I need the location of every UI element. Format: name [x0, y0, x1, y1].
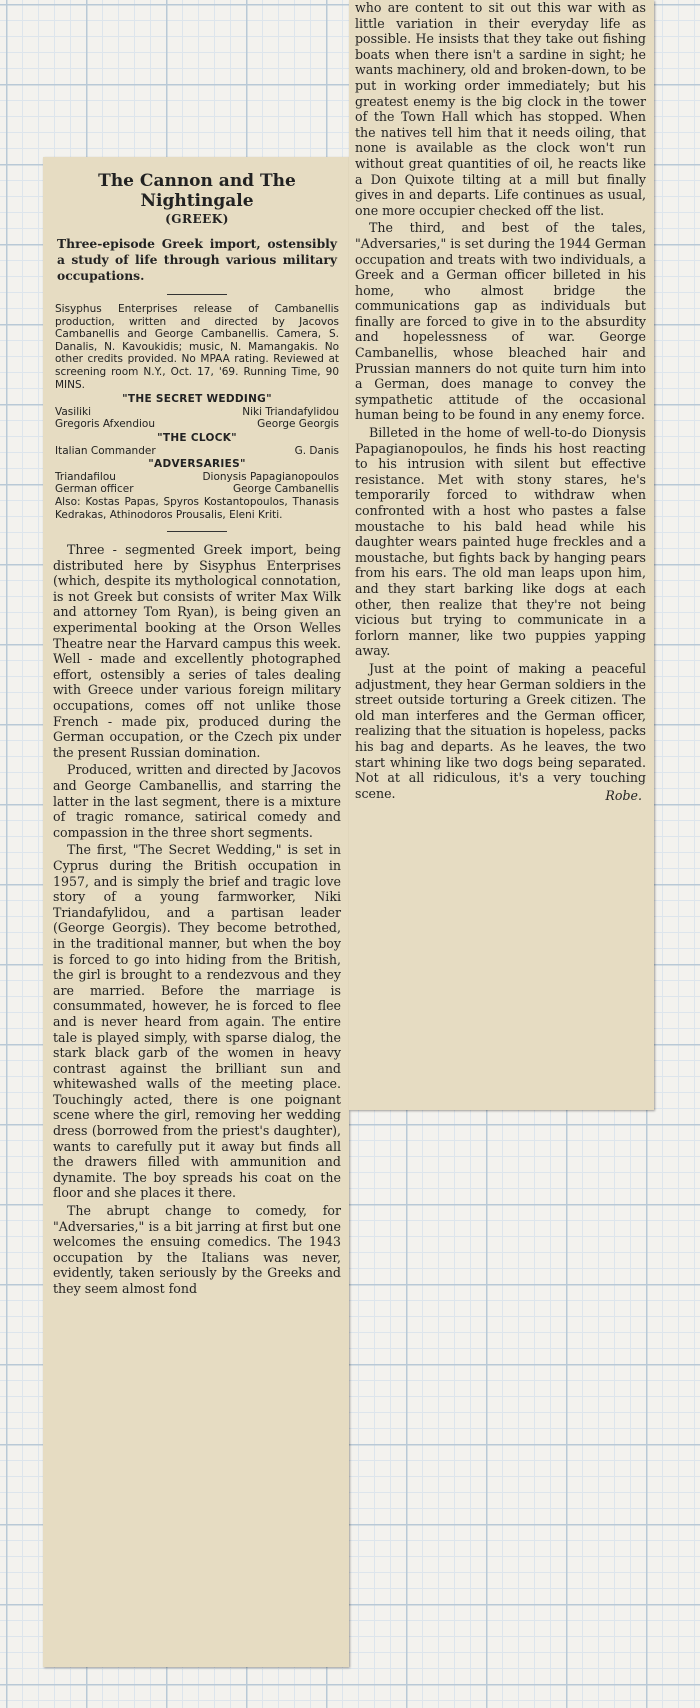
byline: Robe.: [605, 788, 642, 804]
divider: [167, 294, 227, 295]
role: Vasiliki: [55, 405, 92, 418]
paragraph: The third, and best of the tales, "Adversaries," is set during the 1944 German occupation and treats with two individuals, a Greek and a German officer billeted in his home, who almost bridge the communications gap as individuals but finally are forced to give in to the absurdity and hopelessness of war. George Cambanellis, whose bleached hair and Prussian manners do not quite turn him into a German, does manage to convey the sympathetic attitude of the occasional human being to be found in any enemy force.: [355, 220, 646, 423]
segment-title: "ADVERSARIES": [148, 458, 246, 471]
role: Triandafilou: [55, 470, 116, 483]
also-cast: Also: Kostas Papas, Spyros Kostantopoulos, Thanasis Kedrakas, Athinodoros Prousalis, Eleni Kriti.: [55, 495, 339, 521]
cast-row: [55, 445, 339, 458]
article-body-left: [53, 542, 341, 1297]
origin-label: (GREEK): [165, 212, 229, 226]
role: Gregoris Afxendiou: [55, 418, 155, 431]
role: German officer: [55, 483, 134, 496]
actor: G. Danis: [294, 444, 339, 457]
segment-title: "THE CLOCK": [157, 431, 237, 444]
cast-row: [55, 418, 339, 431]
divider: [167, 531, 227, 532]
clipping-left-column: [43, 157, 349, 1667]
actor: George Georgis: [257, 418, 339, 431]
paragraph: Billeted in the home of well-to-do Dionysis Papagianopoulos, he finds his host reacting to his intrusion with silent but effective resistance. Met with stony stares, he's temporarily forced to withdraw when confronted with a host who pastes a false moustache to his bald head while his daughter wears painted huge freckles and a moustache, but fights back by hanging pears from his ears. The old man leaps upon him, and they start barking like dogs at each other, then realize that they're not being vicious but trying to communicate in a forlorn manner, like two puppies yapping away.: [355, 425, 646, 659]
article-body-right: [355, 0, 646, 803]
segment-title: "THE SECRET WEDDING": [122, 393, 272, 406]
cast-row: [55, 471, 339, 484]
actor: George Cambanellis: [232, 483, 339, 496]
cast-row: [55, 483, 339, 496]
paragraph: Produced, written and directed by Jacovos and George Cambanellis, and starring the latter in the last segment, there is a mixture of tragic romance, satirical comedy and compassion in the three short segments.: [53, 762, 341, 840]
paragraph: Just at the point of making a peaceful adjustment, they hear German soldiers in the street outside torturing a Greek citizen. The old man interferes and the German officer, realizing that the situation is hopeless, packs his bag and departs. As he leaves, the two start whining like two dogs being separated. Not at all ridiculous, it's a very touching scene.: [355, 660, 646, 801]
actor: Niki Triandafylidou: [242, 405, 339, 418]
cast-row: [55, 406, 339, 419]
clipping-right-column: [349, 0, 654, 1110]
actor: Dionysis Papagianopoulos: [202, 470, 339, 483]
paragraph: Three - segmented Greek import, being distributed here by Sisyphus Enterprises (which, despite its mythological connotation, is not Greek but consists of writer Max Wilk and attorney Tom Ryan), is being given an experimental booking at the Orson Welles Theatre near the Harvard campus this week. Well - made and excellently photographed effort, ostensibly a series of tales dealing with Greece under various foreign military occupations, comes off not unlike those French - made pix, produced during the German occupation, or the Czech pix under the present Russian domination.: [53, 542, 341, 760]
cast-list: [53, 393, 341, 521]
paragraph: The abrupt change to comedy, for "Adversaries," is a bit jarring at first but one welcomes the ensuing comedics. The 1943 occupation by the Italians was never, evidently, taken seriously by the Greeks and they seem almost fond: [53, 1203, 341, 1296]
headline: The Cannon and The Nightingale: [98, 171, 296, 211]
deck: Three-episode Greek import, ostensibly a study of life through various military occupations.: [57, 236, 337, 283]
paragraph: who are content to sit out this war with as little variation in their everyday life as possible. He insists that they take out fishing boats when there isn't a sardine in sight; he wants machinery, old and broken-down, to be put in working order immediately; but his greatest enemy is the big clock in the tower of the Town Hall which has stopped. When the natives tell him that it needs oiling, that none is available as the clock won't run without great quantities of oil, he reacts like a Don Quixote tilting at a mill but finally gives in and departs. Life continues as usual, one more occupier checked off the list.: [355, 0, 646, 218]
role: Italian Commander: [55, 444, 156, 457]
credits: Sisyphus Enterprises release of Cambanellis production, written and directed by Jacovos Cambanellis and George Cambanellis. Camera, S. Danalis, N. Kavoukidis; music, N. Mamangakis. No other credits provided. No MPAA rating. Reviewed at screening room N.Y., Oct. 17, '69. Running Time, 90 MINS.: [55, 303, 339, 391]
paragraph: The first, "The Secret Wedding," is set in Cyprus during the British occupation in 1957, and is simply the brief and tragic love story of a young farmworker, Niki Triandafylidou, and a partisan leader (George Georgis). They become betrothed, in the traditional manner, but when the boy is forced to go into hiding from the British, the girl is brought to a rendezvous and they are married. Before the marriage is consummated, however, he is forced to flee and is never heard from again. The entire tale is played simply, with sparse dialog, the stark black garb of the women in heavy contrast against the brilliant sun and whitewashed walls of the meeting place. Touchingly acted, there is one poignant scene where the girl, removing her wedding dress (borrowed from the priest's daughter), wants to carefully put it away but finds all the drawers filled with ammunition and dynamite. The boy spreads his coat on the floor and she places it there.: [53, 842, 341, 1201]
